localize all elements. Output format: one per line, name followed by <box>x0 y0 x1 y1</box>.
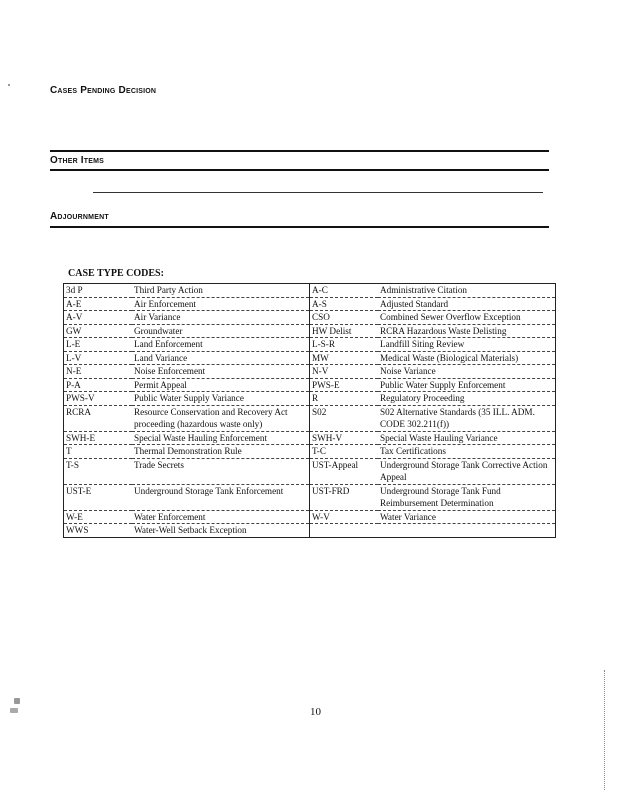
scan-speck <box>8 84 10 86</box>
case-code: PWS-V <box>64 392 133 406</box>
case-description: Special Waste Hauling Enforcement <box>132 431 310 445</box>
case-description: Underground Storage Tank Fund Reimbursement Determination <box>378 484 556 510</box>
case-code: A-V <box>64 311 133 325</box>
case-description: Land Variance <box>132 351 310 365</box>
table-row <box>64 297 556 311</box>
case-code: SWH-E <box>64 431 133 445</box>
case-description: Combined Sewer Overflow Exception <box>378 311 556 325</box>
case-type-codes-table <box>63 283 556 538</box>
case-code: A-E <box>64 297 133 311</box>
case-description: Groundwater <box>132 324 310 338</box>
case-description: Underground Storage Tank Enforcement <box>132 484 310 510</box>
table-row <box>64 311 556 325</box>
case-description: Resource Conservation and Recovery Act proceeding (hazardous waste only) <box>132 405 310 431</box>
case-description: Special Waste Hauling Variance <box>378 431 556 445</box>
table-row <box>64 351 556 365</box>
case-code: WWS <box>64 524 133 538</box>
scan-speck <box>10 708 18 713</box>
case-code: 3d P <box>64 284 133 298</box>
table-row <box>64 324 556 338</box>
case-code: T-S <box>64 458 133 484</box>
case-code: L-E <box>64 338 133 352</box>
heading-cases-pending: Cases Pending Decision <box>50 85 157 96</box>
case-description: Administrative Citation <box>378 284 556 298</box>
heading-adjournment: Adjournment <box>50 211 109 222</box>
table-row <box>64 338 556 352</box>
case-code: A-C <box>310 284 379 298</box>
case-code: W-E <box>64 510 133 524</box>
table-row <box>64 284 556 298</box>
case-code: RCRA <box>64 405 133 431</box>
case-code: CSO <box>310 311 379 325</box>
table-row <box>64 431 556 445</box>
case-code: UST-FRD <box>310 484 379 510</box>
case-code: L-V <box>64 351 133 365</box>
case-description: Trade Secrets <box>132 458 310 484</box>
case-description: RCRA Hazardous Waste Delisting <box>378 324 556 338</box>
case-description: S02 Alternative Standards (35 ILL. ADM. CODE 302.211(f)) <box>378 405 556 431</box>
case-description <box>378 524 556 538</box>
rule-other-items-top <box>50 150 549 152</box>
rule-other-items-bottom <box>50 169 549 171</box>
case-description: Thermal Demonstration Rule <box>132 445 310 459</box>
case-code: UST-Appeal <box>310 458 379 484</box>
case-code: GW <box>64 324 133 338</box>
table-row <box>64 524 556 538</box>
case-code: W-V <box>310 510 379 524</box>
case-description: Adjusted Standard <box>378 297 556 311</box>
case-code: N-E <box>64 365 133 379</box>
case-code: A-S <box>310 297 379 311</box>
case-code: R <box>310 392 379 406</box>
case-description: Public Water Supply Enforcement <box>378 378 556 392</box>
table-row <box>64 510 556 524</box>
case-code <box>310 524 379 538</box>
case-code: T <box>64 445 133 459</box>
case-description: Public Water Supply Variance <box>132 392 310 406</box>
case-description: Water-Well Setback Exception <box>132 524 310 538</box>
case-code: SWH-V <box>310 431 379 445</box>
table-row <box>64 378 556 392</box>
heading-other-items: Other Items <box>50 155 105 166</box>
case-code: N-V <box>310 365 379 379</box>
case-description: Regulatory Proceeding <box>378 392 556 406</box>
table-row <box>64 365 556 379</box>
case-description: Noise Enforcement <box>132 365 310 379</box>
scan-edge <box>604 670 606 790</box>
case-description: Air Variance <box>132 311 310 325</box>
case-description: Noise Variance <box>378 365 556 379</box>
case-code: P-A <box>64 378 133 392</box>
case-type-codes-title: CASE TYPE CODES: <box>68 268 164 279</box>
case-code: UST-E <box>64 484 133 510</box>
case-code: HW Delist <box>310 324 379 338</box>
case-description: Medical Waste (Biological Materials) <box>378 351 556 365</box>
case-description: Third Party Action <box>132 284 310 298</box>
case-code: PWS-E <box>310 378 379 392</box>
case-code: L-S-R <box>310 338 379 352</box>
scan-speck <box>14 698 20 704</box>
table-row <box>64 484 556 510</box>
table-row <box>64 458 556 484</box>
table-row <box>64 405 556 431</box>
case-description: Air Enforcement <box>132 297 310 311</box>
case-description: Tax Certifications <box>378 445 556 459</box>
case-description: Landfill Siting Review <box>378 338 556 352</box>
case-description: Underground Storage Tank Corrective Action Appeal <box>378 458 556 484</box>
table-row <box>64 392 556 406</box>
case-code: MW <box>310 351 379 365</box>
case-description: Water Enforcement <box>132 510 310 524</box>
rule-adjournment-bottom <box>50 226 549 228</box>
separator-line <box>93 192 543 193</box>
case-description: Water Variance <box>378 510 556 524</box>
case-description: Permit Appeal <box>132 378 310 392</box>
page-number: 10 <box>310 706 321 718</box>
case-code: S02 <box>310 405 379 431</box>
table-row <box>64 445 556 459</box>
case-description: Land Enforcement <box>132 338 310 352</box>
case-code: T-C <box>310 445 379 459</box>
